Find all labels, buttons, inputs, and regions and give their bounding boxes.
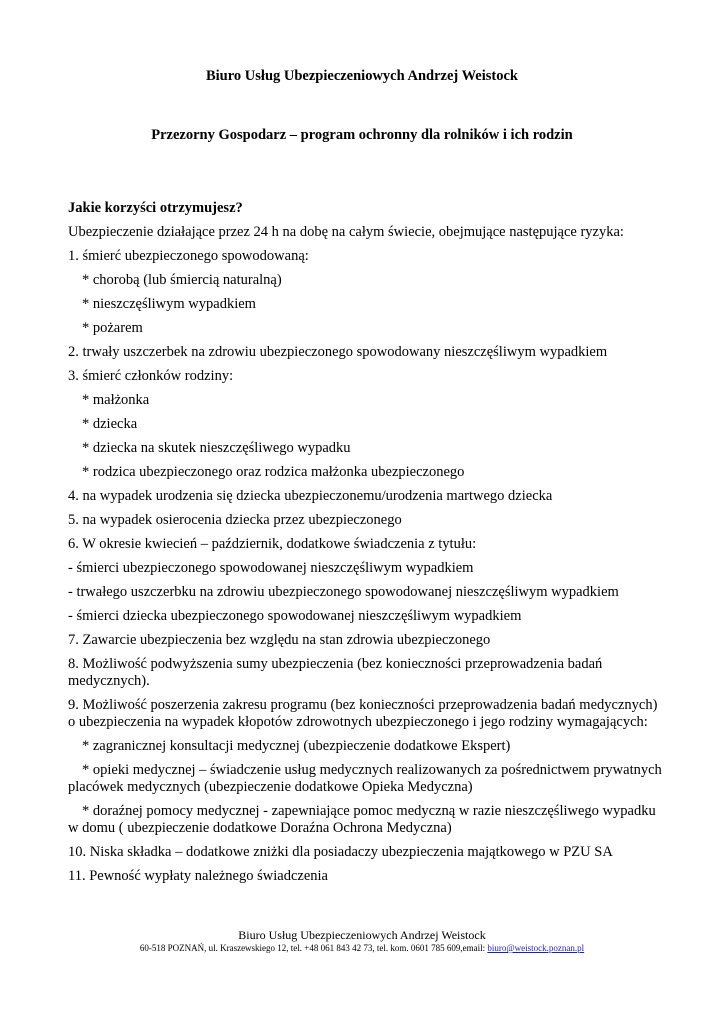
- footer-contact: [0, 942, 724, 954]
- list-item: 4. na wypadek urodzenia się dziecka ubezpieczonemu/urodzenia martwego dziecka: [68, 488, 553, 504]
- program-title: Przezorny Gospodarz – program ochronny dla rolników i ich rodzin: [151, 127, 573, 143]
- sub-item: * pożarem: [82, 320, 143, 336]
- footer-address: 60-518 POZNAŃ, ul. Kraszewskiego 12, tel. +48 061 843 42 73, tel. kom. 0601 785 609,email:: [139, 943, 488, 953]
- sub-item: - trwałego uszczerbku na zdrowiu ubezpieczonego spowodowanej nieszczęśliwym wypadkiem: [68, 584, 619, 600]
- sub-item: * opieki medycznej – świadczenie usług medycznych realizowanych za pośrednictwem prywatnych placówek medycznych (ubezpieczenie dodatkowe Opieka Medyczna): [68, 762, 662, 795]
- sub-item: * dziecka na skutek nieszczęśliwego wypadku: [82, 440, 351, 456]
- email-link[interactable]: biuro@weistock.poznan.pl: [487, 943, 585, 953]
- sub-item: - śmierci dziecka ubezpieczonego spowodowanej nieszczęśliwym wypadkiem: [68, 608, 522, 624]
- company-heading: Biuro Usług Ubezpieczeniowych Andrzej Weistock: [205, 68, 518, 84]
- list-item: 6. W okresie kwiecień – październik, dodatkowe świadczenia z tytułu:: [68, 536, 477, 552]
- list-item: 9. Możliwość poszerzenia zakresu programu (bez konieczności przeprowadzenia badań medycznych) o ubezpieczenia na wypadek kłopotów zdrowotnych ubezpieczonego i jego rodziny wymagających:: [68, 697, 658, 730]
- list-item: 5. na wypadek osierocenia dziecka przez ubezpieczonego: [68, 512, 402, 528]
- list-item: 8. Możliwość podwyższenia sumy ubezpieczenia (bez konieczności przeprowadzenia badań medycznych).: [68, 656, 603, 689]
- list-item: 7. Zawarcie ubezpieczenia bez względu na stan zdrowia ubezpieczonego: [68, 632, 491, 648]
- document-body: [68, 200, 668, 892]
- sub-item: * dziecka: [82, 416, 138, 432]
- sub-item: * małżonka: [82, 392, 150, 408]
- page-footer: [0, 928, 724, 954]
- list-item: 2. trwały uszczerbek na zdrowiu ubezpieczonego spowodowany nieszczęśliwym wypadkiem: [68, 344, 608, 360]
- sub-item: * rodzica ubezpieczonego oraz rodzica małżonka ubezpieczonego: [82, 464, 465, 480]
- intro-text: Ubezpieczenie działające przez 24 h na dobę na całym świecie, obejmujące następujące ryzyka:: [68, 224, 624, 240]
- sub-item: * nieszczęśliwym wypadkiem: [82, 296, 256, 312]
- list-item: 3. śmierć członków rodziny:: [68, 368, 234, 384]
- list-item: 10. Niska składka – dodatkowe zniżki dla posiadaczy ubezpieczenia majątkowego w PZU SA: [68, 844, 613, 860]
- benefits-heading: Jakie korzyści otrzymujesz?: [68, 200, 243, 216]
- sub-item: * zagranicznej konsultacji medycznej (ubezpieczenie dodatkowe Ekspert): [82, 738, 511, 754]
- footer-company: Biuro Usług Ubezpieczeniowych Andrzej Weistock: [238, 928, 486, 942]
- list-item: 1. śmierć ubezpieczonego spowodowaną:: [68, 248, 309, 264]
- list-item: 11. Pewność wypłaty należnego świadczenia: [68, 868, 328, 884]
- sub-item: * chorobą (lub śmiercią naturalną): [82, 272, 282, 288]
- sub-item: - śmierci ubezpieczonego spowodowanej nieszczęśliwym wypadkiem: [68, 560, 474, 576]
- sub-item: * doraźnej pomocy medycznej - zapewniające pomoc medyczną w razie nieszczęśliwego wypadku w domu ( ubezpieczenie dodatkowe Doraźna Ochrona Medyczna): [68, 803, 656, 836]
